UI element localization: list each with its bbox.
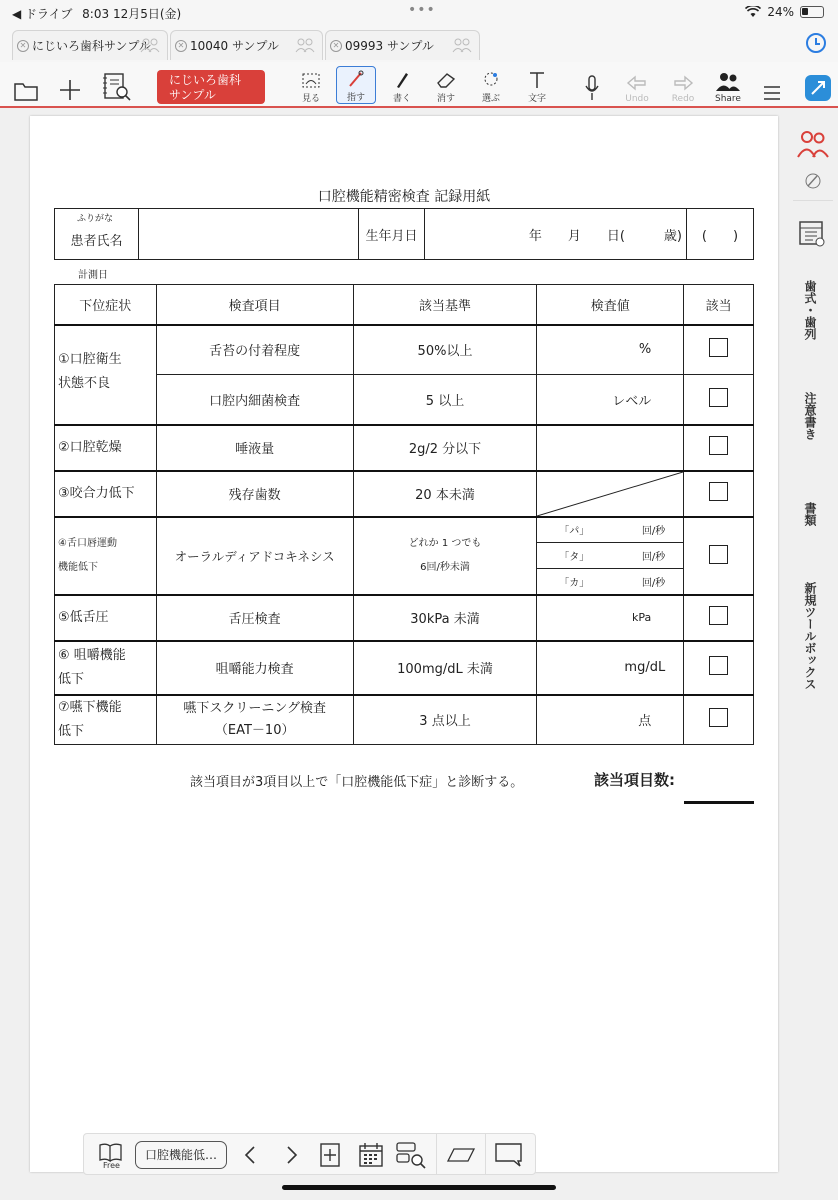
chevron-right-icon — [286, 1145, 298, 1165]
total-count-field[interactable] — [684, 801, 754, 804]
erase-mode-button[interactable]: 消す — [432, 66, 460, 104]
notebook-search-icon — [101, 72, 133, 102]
criteria-cell: どれか 1 つでも 6回/秒未満 — [353, 517, 536, 595]
free-label: Free — [103, 1161, 120, 1169]
chevron-left-icon — [244, 1145, 256, 1165]
table-row — [55, 695, 754, 745]
pen-icon — [392, 71, 412, 89]
text-mode-button[interactable]: 文字 — [522, 66, 552, 104]
page-search-button[interactable] — [394, 1140, 428, 1170]
syllable-label: 「パ」 — [559, 526, 590, 538]
header-symptom: 下位症状 — [55, 285, 157, 325]
criteria-cell: 3 点以上 — [353, 695, 536, 745]
symptom-cell: ⑤低舌圧 — [55, 595, 157, 641]
header-value: 検査値 — [537, 285, 684, 325]
calendar-button[interactable] — [356, 1140, 386, 1170]
patient-name-label: 患者氏名 — [70, 233, 123, 249]
undo-button[interactable]: Undo — [618, 66, 656, 104]
previous-page-button[interactable] — [238, 1140, 262, 1170]
test-cell: 口腔内細菌検査 — [156, 375, 353, 425]
status-time: 8:03 — [82, 7, 110, 21]
criteria-cell: 30kPa 未満 — [353, 595, 536, 641]
patient-info-table — [54, 208, 754, 260]
status-date: 12月5日(金) — [112, 7, 182, 21]
furigana-label: ふりがな — [77, 214, 114, 224]
pen-note-icon[interactable] — [802, 172, 824, 190]
folder-icon — [13, 80, 39, 102]
applicable-checkbox[interactable] — [709, 656, 728, 675]
add-page-button[interactable] — [318, 1140, 342, 1170]
text-icon — [528, 71, 546, 89]
tab-bar — [0, 26, 838, 62]
home-indicator[interactable] — [282, 1185, 556, 1190]
dob-label: 生年月日 — [359, 209, 425, 259]
test-cell: 咀嚼能力検査 — [156, 641, 353, 695]
undo-arrow-icon — [625, 74, 649, 92]
test-cell: 舌圧検査 — [156, 595, 353, 641]
divider — [436, 1134, 437, 1174]
tab-nijiiro[interactable] — [12, 30, 168, 60]
value-cell[interactable]: 点 — [537, 695, 684, 745]
value-cell[interactable]: mg/dL — [537, 641, 684, 695]
divider — [485, 1134, 486, 1174]
view-mode-button[interactable]: 見る — [296, 66, 326, 104]
tab-label: 09993 サンプル — [345, 39, 434, 53]
page-title-button[interactable]: 口腔機能低… — [135, 1141, 227, 1169]
test-cell: オーラルディアドコキネシス — [156, 517, 353, 595]
close-tab-icon[interactable]: ✕ — [17, 40, 29, 52]
tab-10040[interactable] — [170, 30, 323, 60]
applicable-checkbox[interactable] — [709, 708, 728, 727]
diagnosis-note: 該当項目が3項目以上で「口腔機能低下症」と診断する。 — [190, 775, 524, 790]
value-cell[interactable]: レベル — [537, 375, 684, 425]
patient-name-field[interactable] — [139, 209, 359, 259]
history-clock-icon[interactable] — [806, 33, 826, 53]
applicable-checkbox[interactable] — [709, 388, 728, 407]
tag-search-icon — [395, 1141, 427, 1169]
close-tab-icon[interactable]: ✕ — [175, 40, 187, 52]
wifi-icon — [745, 6, 761, 18]
value-cell[interactable]: kPa — [537, 595, 684, 641]
hamburger-menu-icon — [762, 84, 782, 102]
header-criteria: 該当基準 — [353, 285, 536, 325]
redo-arrow-icon — [671, 74, 695, 92]
write-mode-button[interactable]: 書く — [388, 66, 416, 104]
toolbar — [0, 62, 838, 108]
test-cell: 嚥下スクリーニング検査 （EAT－10） — [156, 695, 353, 745]
criteria-cell: 2g/2 分以下 — [353, 425, 536, 471]
applicable-checkbox[interactable] — [709, 606, 728, 625]
table-row — [55, 375, 754, 425]
lasso-icon — [480, 71, 502, 89]
app-switch-button[interactable] — [804, 66, 832, 104]
back-to-app-link[interactable]: ◀ ドライブ — [12, 7, 73, 21]
symptom-cell: ⑦嚥下機能 低下 — [55, 695, 157, 745]
book-icon — [96, 1141, 126, 1169]
menu-button[interactable] — [760, 66, 784, 104]
criteria-cell: 100mg/dL 未満 — [353, 641, 536, 695]
table-row — [55, 471, 754, 517]
page-layout-button[interactable] — [444, 1140, 478, 1170]
test-cell: 舌苔の付着程度 — [156, 325, 353, 375]
folder-button[interactable] — [12, 66, 40, 104]
select-mode-button[interactable]: 選ぶ — [476, 66, 506, 104]
applicable-checkbox[interactable] — [709, 338, 728, 357]
free-notebook-button[interactable] — [94, 1140, 128, 1170]
redo-button[interactable]: Redo — [664, 66, 702, 104]
symptom-cell: ①口腔衛生 状態不良 — [55, 325, 157, 425]
plus-icon — [58, 78, 82, 102]
unit-label: 回/秒 — [641, 526, 666, 538]
eraser-icon — [435, 71, 457, 89]
age-paren-field[interactable]: ( ) — [701, 228, 739, 244]
page-navigation-bar — [83, 1133, 536, 1175]
syllable-label: 「カ」 — [559, 577, 590, 589]
microphone-icon — [584, 74, 600, 102]
table-header-row — [55, 285, 754, 325]
criteria-cell: 5 以上 — [353, 375, 536, 425]
value-cell-diagonal — [537, 471, 684, 517]
value-cell[interactable]: % — [537, 325, 684, 375]
sidebar-tab-notes[interactable]: 注意書き — [803, 392, 817, 440]
total-count-label: 該当項目数: — [594, 771, 675, 789]
sidebar-tab-dental-chart[interactable]: 歯式・歯列 — [803, 280, 817, 340]
tab-label: にじいろ歯科サンプル — [32, 39, 151, 53]
table-row — [55, 325, 754, 375]
table-row — [55, 595, 754, 641]
symptom-cell: ⑥ 咀嚼機能 低下 — [55, 641, 157, 695]
speech-bubble-icon — [494, 1142, 524, 1168]
diagonal-slash — [537, 472, 683, 516]
close-tab-icon[interactable]: ✕ — [330, 40, 342, 52]
document-page — [30, 116, 778, 1172]
shared-people-icon — [294, 37, 316, 53]
search-notes-button[interactable] — [100, 66, 134, 104]
shared-people-icon — [139, 37, 161, 53]
people-share-icon[interactable] — [796, 130, 830, 158]
sub-value-cell[interactable] — [537, 517, 684, 543]
applicable-checkbox[interactable] — [709, 436, 728, 455]
comment-button[interactable] — [492, 1140, 526, 1170]
measure-date-label: 計測日 — [78, 270, 108, 281]
add-button[interactable] — [56, 66, 84, 104]
sub-value-cell[interactable] — [537, 543, 684, 569]
syllable-label: 「タ」 — [559, 552, 590, 563]
unit-label: 回/秒 — [641, 577, 666, 589]
calendar-icon — [358, 1142, 384, 1168]
patient-name-label-cell — [55, 209, 139, 259]
sidebar-tab-new-toolbox[interactable]: 新規ツールボックス — [803, 582, 817, 690]
shared-people-icon — [451, 37, 473, 53]
test-cell: 唾液量 — [156, 425, 353, 471]
toolbox-grid-icon[interactable] — [798, 220, 826, 248]
tab-label: 10040 サンプル — [190, 39, 279, 53]
table-row — [55, 641, 754, 695]
notebook-name-button[interactable]: にじいろ歯科 サンプル — [157, 70, 265, 104]
add-page-icon — [320, 1143, 340, 1167]
header-applicable: 該当 — [684, 285, 754, 325]
exam-table — [54, 284, 754, 745]
divider — [793, 200, 833, 201]
symptom-cell: ②口腔乾燥 — [55, 425, 157, 471]
microphone-button[interactable] — [580, 66, 604, 104]
tab-09993[interactable] — [325, 30, 480, 60]
sidebar-tab-documents[interactable]: 書類 — [803, 502, 817, 526]
share-button[interactable]: Share — [708, 66, 748, 104]
next-page-button[interactable] — [280, 1140, 304, 1170]
applicable-checkbox[interactable] — [709, 482, 728, 501]
battery-icon — [800, 6, 824, 18]
finger-pointer-icon — [346, 70, 366, 88]
test-cell: 残存歯数 — [156, 471, 353, 517]
header-test: 検査項目 — [156, 285, 353, 325]
symptom-cell: ③咬合力低下 — [55, 471, 157, 517]
document-title: 口腔機能精密検査 記録用紙 — [317, 189, 491, 205]
eye-icon — [301, 73, 321, 89]
table-row — [55, 517, 754, 543]
table-row — [55, 425, 754, 471]
criteria-cell: 50%以上 — [353, 325, 536, 375]
parallelogram-icon — [446, 1147, 476, 1163]
dob-field[interactable]: 年 月 日( 歳) — [425, 209, 687, 259]
applicable-checkbox[interactable] — [709, 545, 728, 564]
pointer-mode-button[interactable]: 指す — [336, 66, 376, 104]
battery-percent: 24% — [767, 5, 794, 19]
share-people-icon — [715, 72, 741, 92]
sub-value-cell[interactable] — [537, 569, 684, 595]
right-sidebar — [788, 110, 838, 1170]
unit-label: 回/秒 — [641, 552, 666, 563]
symptom-cell: ④舌口唇運動 機能低下 — [55, 517, 157, 595]
value-cell[interactable] — [537, 425, 684, 471]
multitask-dots[interactable]: ••• — [408, 2, 436, 18]
criteria-cell: 20 本未満 — [353, 471, 536, 517]
status-bar — [0, 0, 838, 26]
app-logo-icon — [804, 74, 832, 102]
